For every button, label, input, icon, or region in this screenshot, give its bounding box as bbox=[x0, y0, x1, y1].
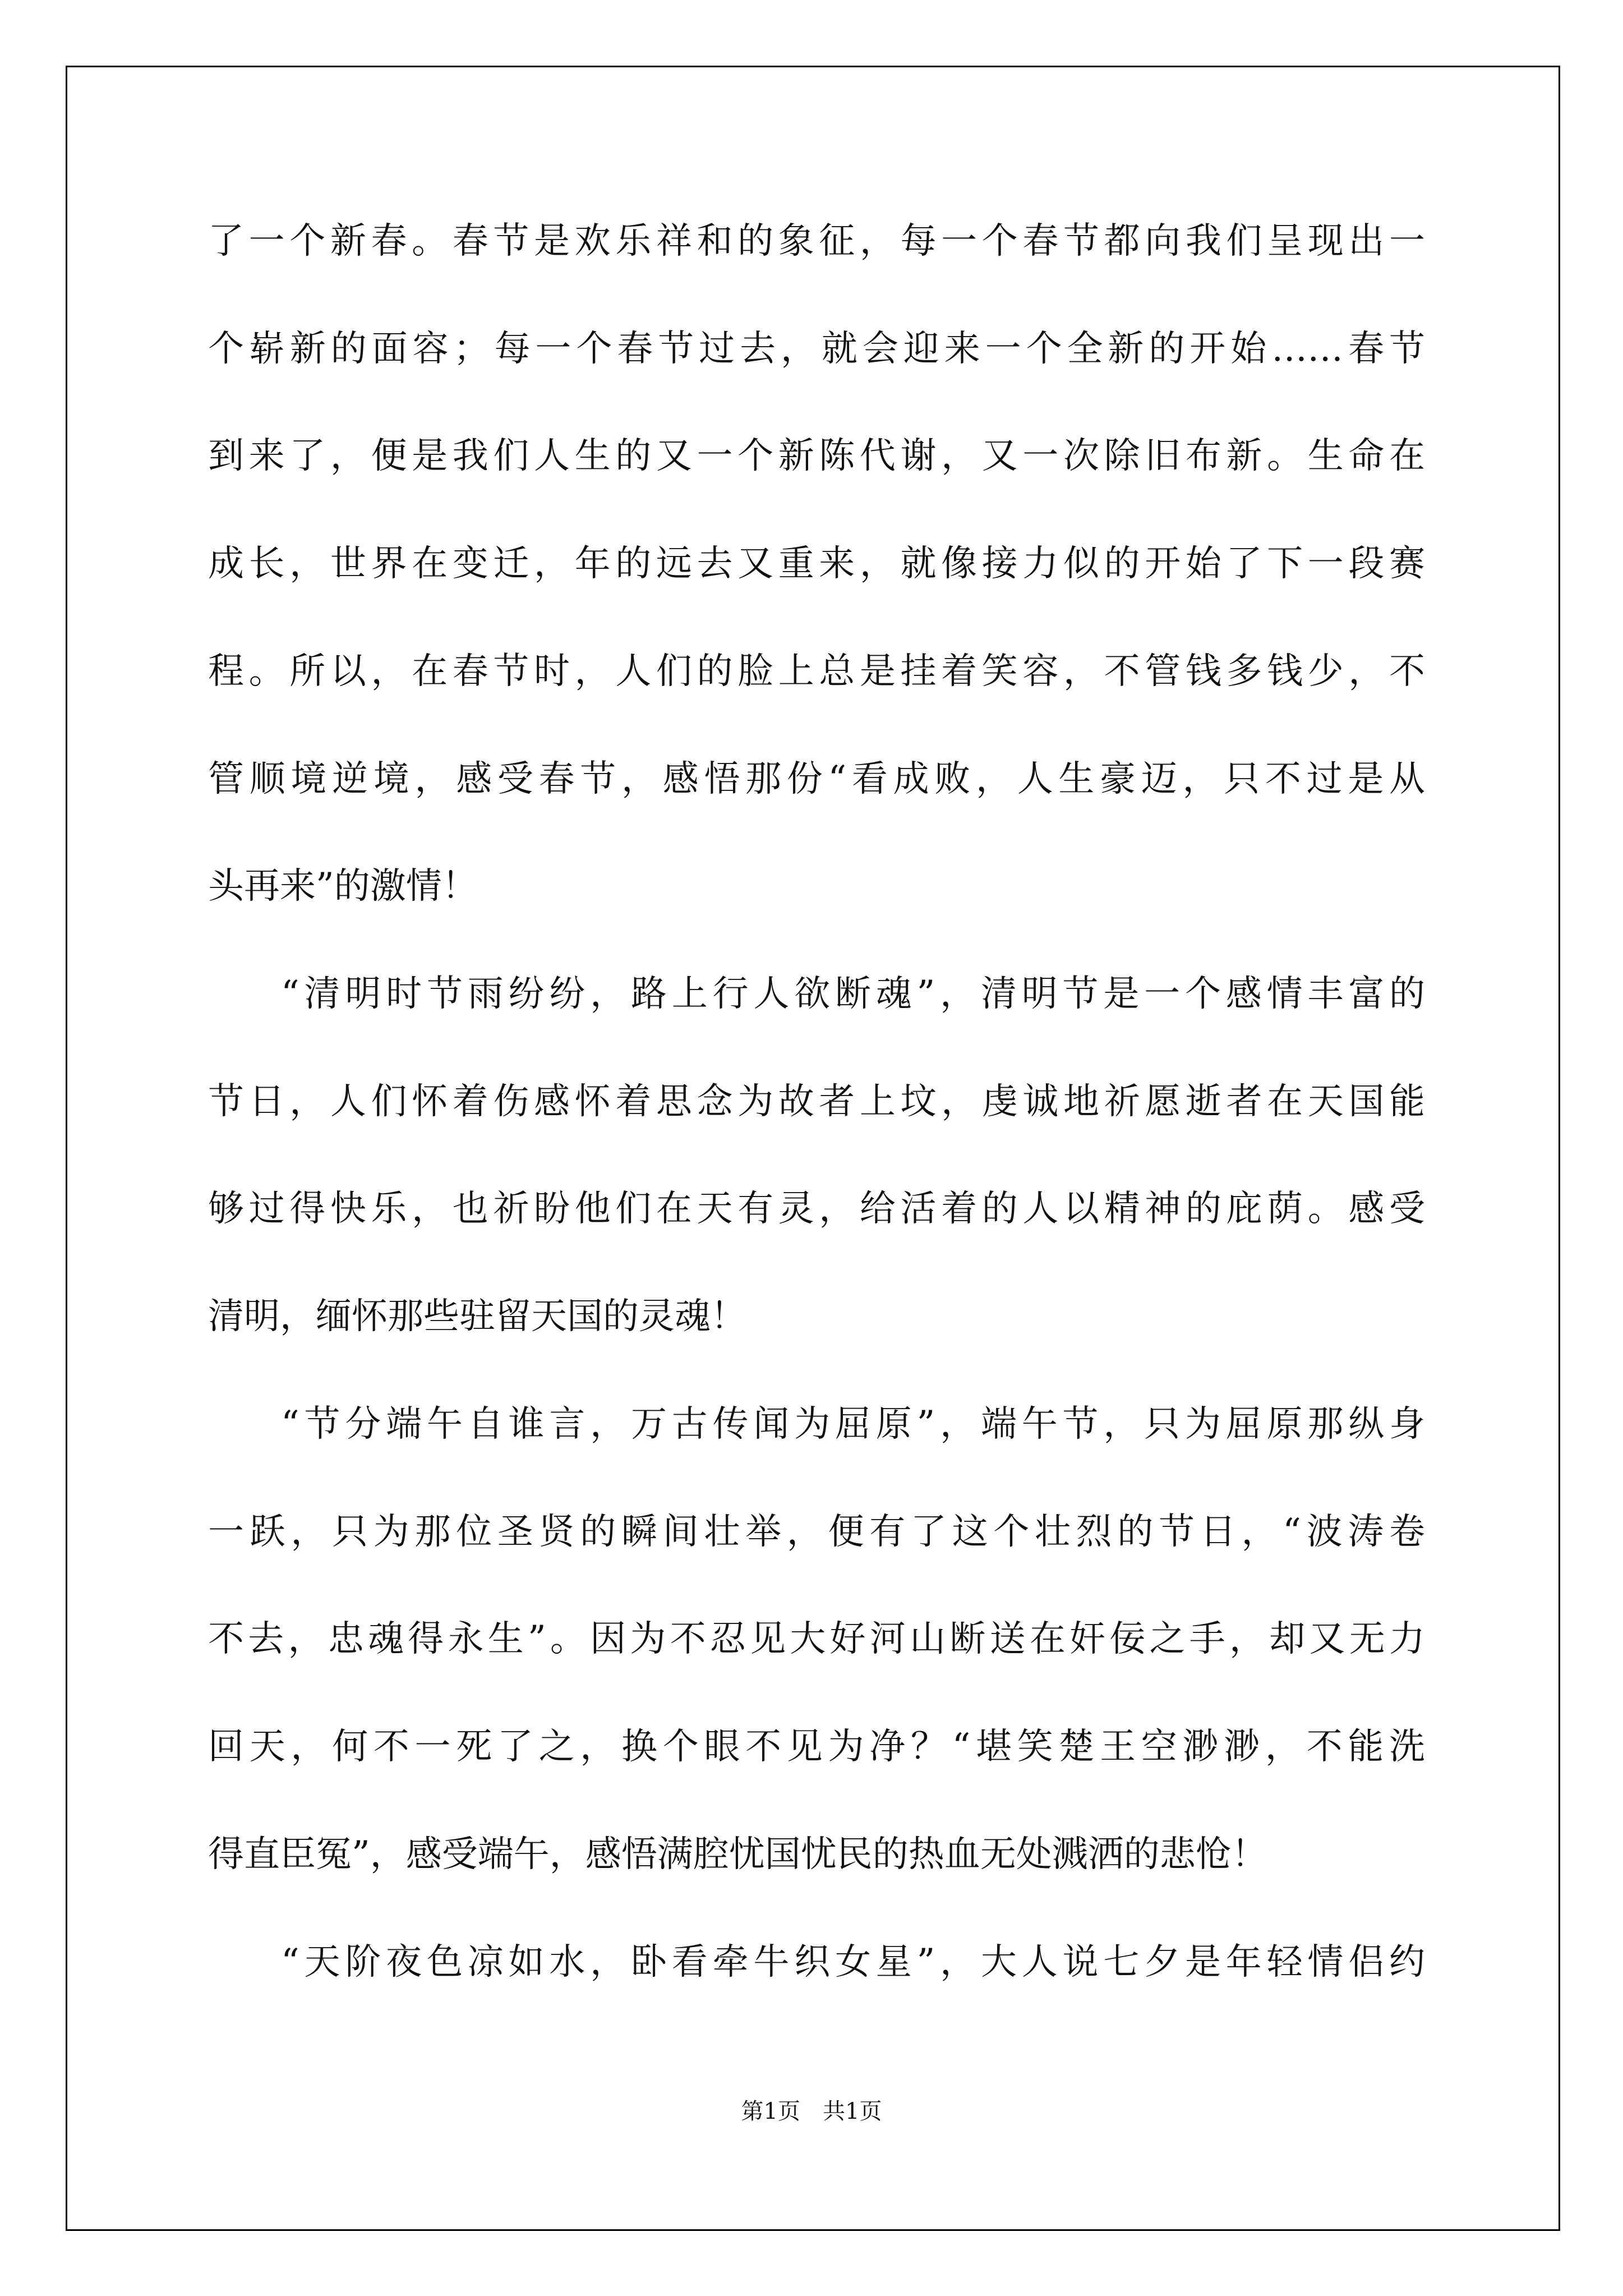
text-line: 清明，缅怀那些驻留天国的灵魂！ bbox=[208, 1296, 746, 1337]
text-line: 不去，忠魂得永生”。因为不忍见大好河山断送在奸佞之手，却又无力 bbox=[208, 1618, 1425, 1660]
text-line: 成长，世界在变迁，年的远去又重来，就像接力似的开始了下一段赛 bbox=[208, 543, 1425, 585]
text-line: 个崭新的面容；每一个春节过去，就会迎来一个全新的开始……春节 bbox=[208, 328, 1425, 370]
text-line: 程。所以，在春节时，人们的脸上总是挂着笑容，不管钱多钱少，不 bbox=[208, 651, 1425, 692]
text-line: “清明时节雨纷纷，路上行人欲断魂”，清明节是一个感情丰富的 bbox=[281, 973, 1425, 1015]
text-line: 了一个新春。春节是欢乐祥和的象征，每一个春节都向我们呈现出一 bbox=[208, 220, 1425, 262]
text-line: “天阶夜色凉如水，卧看牵牛织女星”，大人说七夕是年轻情侣约 bbox=[281, 1941, 1425, 1983]
text-line: 一跃，只为那位圣贤的瞬间壮举，便有了这个壮烈的节日，“波涛卷 bbox=[208, 1511, 1425, 1553]
text-line: 得直臣冤”，感受端午，感悟满腔忧国忧民的热血无处溅洒的悲怆！ bbox=[208, 1834, 1267, 1875]
text-line: 管顺境逆境，感受春节，感悟那份“看成败，人生豪迈，只不过是从 bbox=[208, 758, 1425, 800]
text-line: 到来了，便是我们人生的又一个新陈代谢，又一次除旧布新。生命在 bbox=[208, 435, 1425, 477]
text-line: 节日，人们怀着伤感怀着思念为故者上坟，虔诚地祈愿逝者在天国能 bbox=[208, 1081, 1425, 1122]
page-footer: 第1页 共1页 bbox=[741, 2099, 882, 2124]
text-line: 回天，何不一死了之，换个眼不见为净？“堪笑楚王空渺渺，不能洗 bbox=[208, 1726, 1425, 1768]
page-border bbox=[66, 66, 1560, 2231]
text-line: “节分端午自谁言，万古传闻为屈原”，端午节，只为屈原那纵身 bbox=[281, 1404, 1425, 1445]
text-line: 头再来”的激情！ bbox=[208, 866, 478, 907]
text-line: 够过得快乐，也祈盼他们在天有灵，给活着的人以精神的庇荫。感受 bbox=[208, 1188, 1425, 1230]
